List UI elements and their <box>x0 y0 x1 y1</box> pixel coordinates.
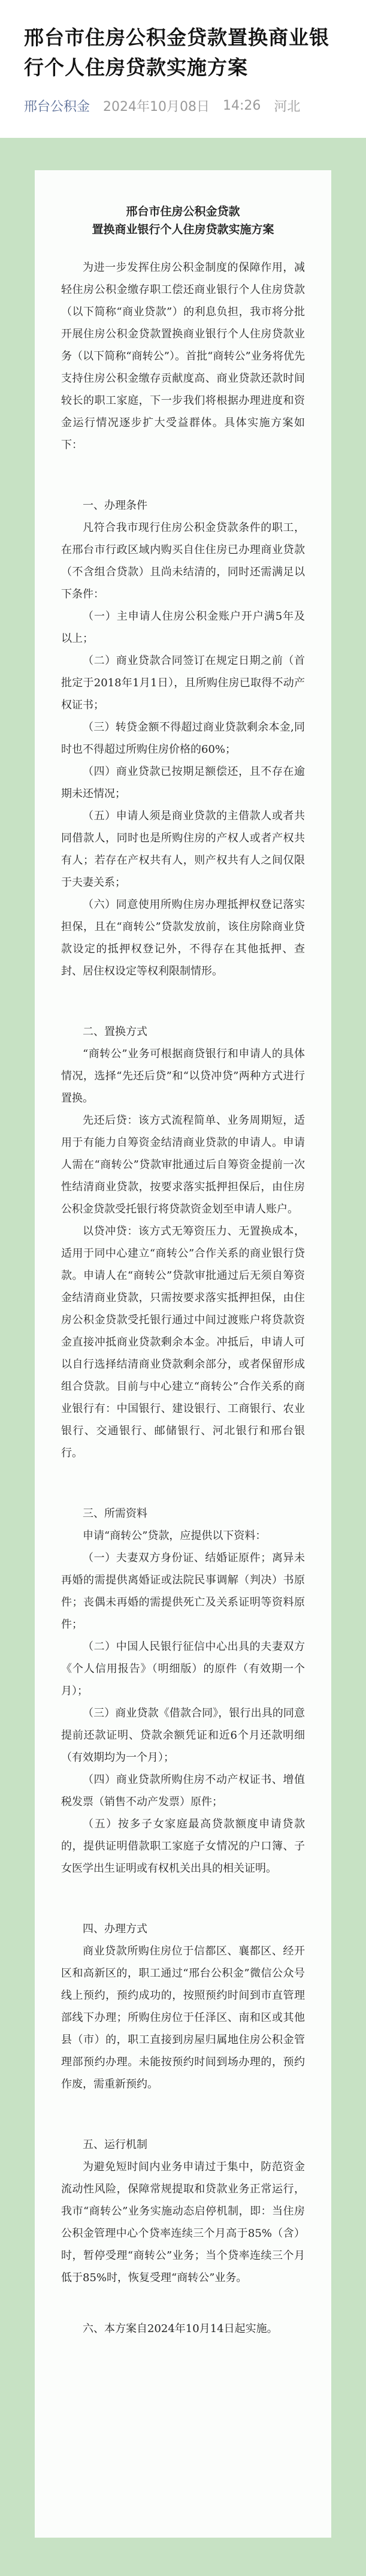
intro-paragraph: 为进一步发挥住房公积金制度的保障作用，减轻住房公积金缴存职工偿还商业银行个人住房贷款（以下简称“商业贷款”）的利息负担，我市将分批开展住房公积金贷款置换商业银行个人住房贷款业务（以下简称“商转公”）。首批“商转公”业务将优先支持住房公积金缴存贡献度高、商业贷款还款时间较长的职工家庭，下一步我们将根据办理进度和资金运行情况逐步扩大受益群体。具体实施方案如下： <box>61 261 305 451</box>
account-name-link[interactable]: 邢台公积金 <box>24 99 90 114</box>
materials-item: （四）商业贷款所购住房不动产权证书、增值税发票（销售不动产发票）原件； <box>61 1773 305 1808</box>
materials-item: （三）商业贷款《借款合同》，银行出具的同意提前还款证明、贷款余额凭证和近6个月还款明细（有效期均为一个月）； <box>61 1707 305 1764</box>
article-title: 邢台市住房公积金贷款置换商业银行个人住房贷款实施方案 <box>24 26 329 79</box>
section-heading-conditions: 一、办理条件 <box>83 499 147 512</box>
method-paragraph: “商转公”业务可根据商贷银行和申请人的具体情况，选择“先还后贷”和“以贷冲贷”两种方式进行置换。 <box>61 1048 305 1105</box>
condition-item: （一）主申请人住房公积金账户开户满5年及以上； <box>61 610 305 645</box>
process-paragraph: 商业贷款所购住房位于信都区、襄都区、经开区和高新区的，职工通过“邢台公积金”微信公众号线上预约，预约成功的，按照预约时间到市直管理部线下办理；所购住房位于任泽区、南和区或其他县（市）的，职工直接到房屋归属地住房公积金管理部预约办理。未能按预约时间到场办理的，预约作废，需重新预约。 <box>61 1945 305 2091</box>
document-image <box>35 170 331 2538</box>
condition-item: （六）同意使用所购住房办理抵押权登记落实担保，且在“商转公”贷款发放前，该住房除商业贷款设定的抵押权登记外，不得存在其他抵押、查封、居住权设定等权利限制情形。 <box>61 898 305 978</box>
method-paragraph: 以贷冲贷：该方式无筹资压力、无置换成本，适用于同中心建立“商转公”合作关系的商业银行贷款。申请人在“商转公”贷款审批通过后无须自筹资金结清商业贷款，只需按要求落实抵押担保，由住房公积金贷款受托银行通过中间过渡账户将贷款资金直接冲抵商业贷款剩余本金。冲抵后，申请人可以自行选择结清商业贷款剩余部分，或者保留形成组合贷款。目前与中心建立“商转公”合作关系的商业银行有：中国银行、建设银行、工商银行、农业银行、交通银行、邮储银行、河北银行和邢台银行。 <box>61 1225 305 1459</box>
condition-item: （二）商业贷款合同签订在规定日期之前（首批定于2018年1月1日），且所购住房已取得不动产权证书； <box>61 654 305 711</box>
condition-item: （四）商业贷款已按期足额偿还，且不存在逾期未还情况； <box>61 765 305 800</box>
condition-item: （五）申请人须是商业贷款的主借款人或者共同借款人，同时也是所购住房的产权人或者产权共有人；若存在产权共有人，则产权共有人之间仅限于夫妻关系； <box>61 810 305 889</box>
condition-item: （三）转贷金额不得超过商业贷款剩余本金,同时也不得超过所购住房价格的60%； <box>61 721 305 756</box>
section-heading-method: 二、置换方式 <box>83 1025 147 1038</box>
mechanism-paragraph: 为避免短时间内业务申请过于集中，防范资金流动性风险，保障常规提取和贷款业务正常运行，我市“商转公”业务实施动态启停机制，即：当住房公积金管理中心个贷率连续三个月高于85%（含）时，暂停受理“商转公”业务；当个贷率连续三个月低于85%时，恢复受理“商转公”业务。 <box>61 2161 305 2284</box>
document-title-line-2: 置换商业银行个人住房贷款实施方案 <box>92 223 274 236</box>
publish-time: 14:26 <box>223 98 261 113</box>
section-heading-mechanism: 五、运行机制 <box>83 2138 147 2151</box>
materials-item: （二）中国人民银行征信中心出具的夫妻双方《个人信用报告》（明细版）的原件（有效期一个月）； <box>61 1640 305 1697</box>
document-image-background <box>0 138 366 2576</box>
article-meta <box>0 83 366 117</box>
publish-region: 河北 <box>274 99 301 114</box>
materials-item: （五）按多子女家庭最高贷款额度申请贷款的，提供证明借款职工家庭子女情况的户口簿、子女医学出生证明或有权机关出具的相关证明。 <box>61 1818 305 1875</box>
publish-date: 2024年10月08日 <box>103 99 210 114</box>
section-heading-effective-date: 六、本方案自2024年10月14日起实施。 <box>83 2322 278 2335</box>
conditions-intro: 凡符合我市现行住房公积金贷款条件的职工，在邢台市行政区域内购买自住住房已办理商业贷款（不含组合贷款）且尚未结清的，同时还需满足以下条件： <box>61 521 305 601</box>
materials-item: （一）夫妻双方身份证、结婚证原件；离异未再婚的需提供离婚证或法院民事调解（判决）书原件；丧偶未再婚的需提供死亡及关系证明等资料原件； <box>61 1552 305 1631</box>
section-heading-process: 四、办理方式 <box>83 1923 147 1935</box>
document-title-line-1: 邢台市住房公积金贷款 <box>126 205 240 218</box>
method-paragraph: 先还后贷：该方式流程简单、业务周期短，适用于有能力自筹资金结清商业贷款的申请人。申请人需在“商转公”贷款审批通过后自筹资金提前一次性结清商业贷款，按要求落实抵押担保后，由住房公积金贷款受托银行将贷款资金划至申请人账户。 <box>61 1114 305 1215</box>
materials-intro: 申请“商转公”贷款，应提供以下资料： <box>83 1530 267 1542</box>
section-heading-materials: 三、所需资料 <box>83 1507 147 1520</box>
